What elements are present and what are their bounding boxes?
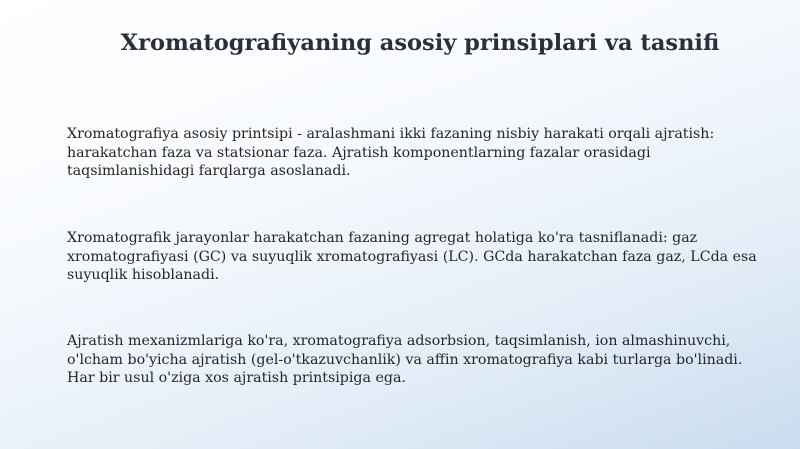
- paragraph-classification-by-mechanism: Ajratish mexanizmlariga ko'ra, xromatografiya adsorbsion, taqsimlanish, ion almashinuvchi, o'lcham bo'yicha ajratish (gel-o'tkazuvchanlik) va affin xromatografiya kabi turlarga bo'linadi. Har bir usul o'ziga xos ajratish printsipiga ega.: [67, 333, 743, 386]
- paragraph-principle: Xromatografiya asosiy printsipi - aralashmani ikki fazaning nisbiy harakati orqali ajratish: harakatchan faza va statsionar faza. Ajratish komponentlarning fazalar orasidagi taqsimlanishidagi farqlarga asoslanadi.: [67, 126, 715, 179]
- paragraph-classification-by-phase: Xromatografik jarayonlar harakatchan fazaning agregat holatiga ko'ra tasniflanadi: gaz xromatografiyasi (GC) va suyuqlik xromatografiyasi (LC). GCda harakatchan faza gaz, LCda esa suyuqlik hisoblanadi.: [67, 230, 757, 283]
- slide-title: Xromatografiyaning asosiy prinsiplari va tasnifi: [120, 30, 720, 56]
